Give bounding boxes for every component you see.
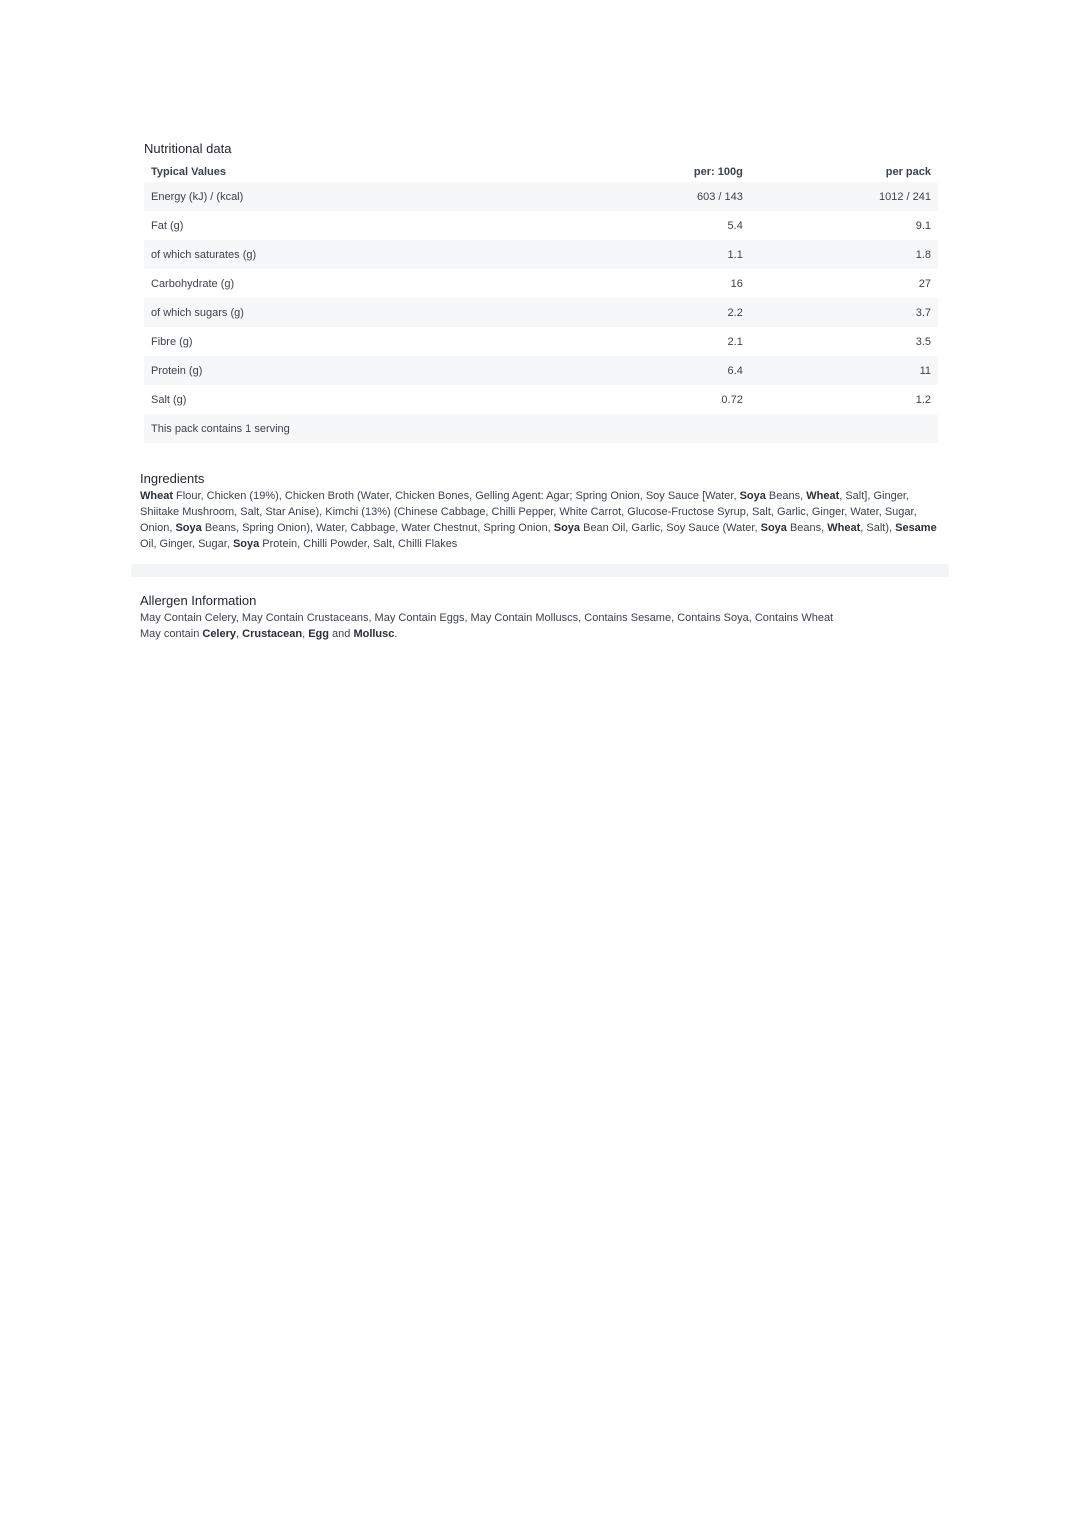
- allergen-mollusc: Mollusc: [353, 628, 395, 640]
- ingredient-text-segment: Protein, Chilli Powder, Salt, Chilli Flakes: [259, 538, 458, 550]
- nutrient-per-pack: 1.2: [915, 393, 931, 406]
- ingredient-text-segment: Flour, Chicken (19%), Chicken Broth (Water, Chicken Bones, Gelling Agent: Agar; Spring Onion, Soy Sauce [Water,: [173, 490, 740, 502]
- nutrient-label: Carbohydrate (g): [151, 277, 235, 290]
- ingredient-text-segment: Beans,: [765, 490, 807, 502]
- nutrient-label: of which sugars (g): [151, 306, 244, 319]
- nutrition-row: [144, 385, 938, 414]
- nutrient-per-100g: 2.1: [727, 335, 743, 348]
- nutrient-per-pack: 3.7: [915, 306, 931, 319]
- nutrient-per-pack: 27: [918, 277, 931, 290]
- allergen-separator: ,: [236, 628, 243, 640]
- nutrition-row: [144, 211, 938, 240]
- nutrition-title: Nutritional data: [144, 141, 232, 156]
- nutrition-row: [144, 327, 938, 356]
- nutrition-row: [144, 356, 938, 385]
- nutrient-per-100g: 2.2: [727, 306, 743, 319]
- ingredient-allergen: Soya: [175, 522, 202, 534]
- nutrient-label: This pack contains 1 serving: [151, 422, 290, 435]
- ingredient-allergen: Soya: [232, 538, 260, 550]
- ingredient-allergen: Soya: [739, 490, 766, 502]
- nutrition-header-row: [144, 162, 938, 182]
- allergen-section: [140, 592, 940, 642]
- nutrition-section: [144, 140, 938, 443]
- nutrient-per-100g: [594, 414, 750, 443]
- ingredient-allergen: Soya: [553, 522, 581, 534]
- allergen-egg: Egg: [308, 628, 329, 640]
- nutrient-per-pack: 1.8: [915, 248, 931, 261]
- ingredient-text-segment: Beans,: [786, 522, 828, 534]
- allergen-may-contain: [140, 626, 940, 642]
- section-divider: [131, 564, 949, 577]
- nutrient-label: Protein (g): [151, 364, 203, 377]
- allergen-title: Allergen Information: [140, 593, 257, 608]
- allergen-list: May Contain Celery, May Contain Crustaceans, May Contain Eggs, May Contain Molluscs, Contains Sesame, Contains Soya, Contains Wheat: [140, 612, 834, 624]
- nutrient-per-pack: 11: [919, 364, 931, 377]
- ingredients-text: [140, 488, 940, 552]
- nutrition-row: [144, 240, 938, 269]
- may-contain-prefix: May contain: [140, 628, 203, 640]
- ingredient-text-segment: , Salt], Ginger, Shiitake Mushroom, Salt, Star Anise), Kimchi (13%) (Chinese Cabbage, Chilli Pepper, White Carrot, Glucose-Fructose Syrup, Salt, Garlic, Ginger, Water, Sugar, Onion,: [140, 490, 917, 534]
- ingredients-title: Ingredients: [140, 471, 205, 486]
- nutrient-per-pack: 9.1: [915, 219, 931, 232]
- header-per-100g: per: 100g: [693, 166, 743, 178]
- allergen-celery: Celery: [202, 628, 237, 640]
- ingredient-text-segment: Bean Oil, Garlic, Soy Sauce (Water,: [580, 522, 761, 534]
- nutrient-per-100g: 5.4: [727, 219, 743, 232]
- nutrient-per-100g: 16: [730, 277, 743, 290]
- ingredient-text-segment: Oil, Ginger, Sugar,: [140, 538, 233, 550]
- ingredient-text-segment: Beans, Spring Onion), Water, Cabbage, Water Chestnut, Spring Onion,: [201, 522, 554, 534]
- allergen-crustacean: Crustacean: [242, 628, 303, 640]
- ingredient-allergen: Wheat: [806, 490, 840, 502]
- nutrient-per-100g: 6.4: [727, 364, 743, 377]
- nutrition-row: [144, 298, 938, 327]
- header-per-pack: per pack: [885, 166, 931, 178]
- nutrient-label: of which saturates (g): [151, 248, 257, 261]
- nutrient-label: Salt (g): [151, 393, 187, 406]
- allergen-separator: and: [328, 628, 354, 640]
- nutrient-per-100g: 0.72: [721, 393, 743, 406]
- nutrient-per-100g: 1.1: [727, 248, 743, 261]
- nutrient-per-pack: 3.5: [915, 335, 931, 348]
- nutrient-label: Fibre (g): [151, 335, 193, 348]
- nutrition-row: [144, 182, 938, 211]
- ingredient-allergen: Sesame: [895, 522, 937, 534]
- nutrition-row: [144, 269, 938, 298]
- nutrient-per-pack: 1012 / 241: [879, 190, 931, 203]
- ingredient-allergen: Soya: [760, 522, 787, 534]
- ingredients-section: [140, 470, 940, 552]
- ingredient-text-segment: , Salt),: [860, 522, 896, 534]
- nutrient-per-100g: 603 / 143: [696, 190, 743, 203]
- nutrient-label: Fat (g): [151, 219, 184, 232]
- nutrition-row: [144, 414, 938, 443]
- nutrition-rows: [144, 182, 938, 443]
- header-typical-values: Typical Values: [151, 166, 227, 178]
- nutrient-per-pack: [750, 414, 938, 443]
- ingredient-allergen: Wheat: [140, 490, 173, 502]
- nutrient-label: Energy (kJ) / (kcal): [151, 190, 244, 203]
- allergen-separator: ,: [302, 628, 309, 640]
- nutrition-table: [144, 162, 938, 443]
- ingredient-allergen: Wheat: [827, 522, 861, 534]
- may-contain-suffix: .: [394, 628, 398, 640]
